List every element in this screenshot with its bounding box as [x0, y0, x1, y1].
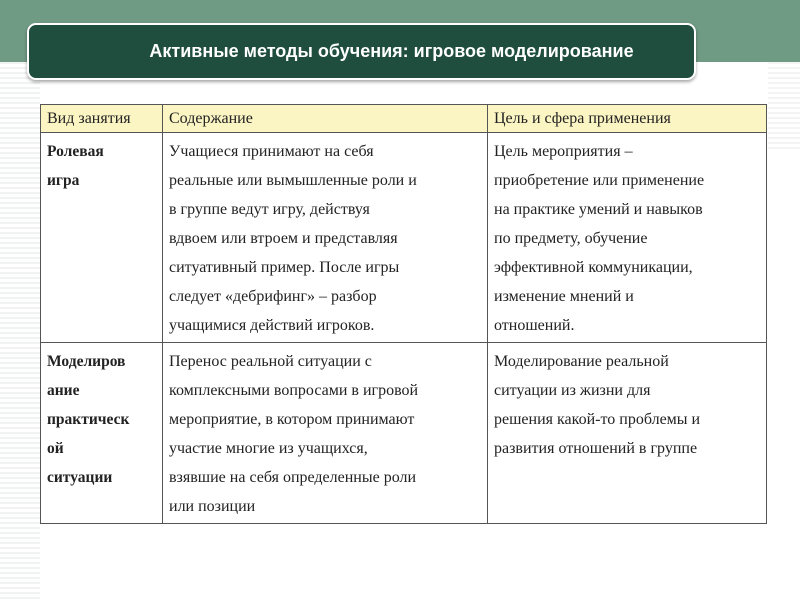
title-bar	[27, 23, 696, 80]
text-line: ситуативный пример. После игры	[169, 259, 400, 276]
text-line: Учащиеся принимают на себя	[169, 143, 374, 160]
text-line: вдвоем или втроем и представляя	[169, 230, 398, 247]
text-line: Ролевая	[47, 143, 104, 160]
text-line: ание	[47, 382, 80, 399]
text-line: изменение мнений и	[494, 288, 634, 305]
text-line: реальные или вымышленные роли и	[169, 172, 417, 189]
header-content: Содержание	[163, 105, 488, 133]
text-line: эффективной коммуникации,	[494, 259, 693, 276]
text-line: отношений.	[494, 317, 575, 334]
text-line: решения какой-то проблемы и	[494, 411, 701, 428]
text-line: в группе ведут игру, действуя	[169, 201, 370, 218]
text-line: следует «дебрифинг» – разбор	[169, 288, 377, 305]
text-line: мероприятие, в котором принимают	[169, 411, 415, 428]
right-stripes-decoration	[768, 62, 800, 152]
text-line: комплексными вопросами в игровой	[169, 382, 419, 399]
header-type: Вид занятия	[41, 105, 163, 133]
text-line: ситуации	[47, 469, 113, 486]
text-line: развития отношений в группе	[494, 440, 698, 457]
text-line: по предмету, обучение	[494, 230, 648, 247]
slide-title: Активные методы обучения: игровое моделирование	[149, 41, 634, 61]
cell-type	[41, 343, 163, 524]
text-line: игра	[47, 172, 80, 189]
text-line: участие многие из учащихся,	[169, 440, 368, 457]
text-line: Перенос реальной ситуации с	[169, 353, 372, 370]
table-row	[41, 343, 767, 524]
text-line: приобретение или применение	[494, 172, 705, 189]
left-stripes-decoration	[0, 62, 40, 600]
cell-goal	[488, 133, 767, 343]
table-header-row	[41, 105, 767, 133]
text-line: ситуации из жизни для	[494, 382, 651, 399]
text-line: учащимися действий игроков.	[169, 317, 375, 334]
text-line: Моделиров	[47, 353, 126, 370]
cell-goal	[488, 343, 767, 524]
cell-content	[163, 343, 488, 524]
text-line: на практике умений и навыков	[494, 201, 703, 218]
text-line: практическ	[47, 411, 130, 428]
cell-type	[41, 133, 163, 343]
text-line: или позиции	[169, 498, 256, 515]
text-line: взявшие на себя определенные роли	[169, 469, 417, 486]
cell-content	[163, 133, 488, 343]
text-line: Моделирование реальной	[494, 353, 669, 370]
text-line: ой	[47, 440, 64, 457]
table-row	[41, 133, 767, 343]
methods-table	[40, 104, 767, 524]
text-line: Цель мероприятия –	[494, 143, 633, 160]
header-goal: Цель и сфера применения	[488, 105, 767, 133]
